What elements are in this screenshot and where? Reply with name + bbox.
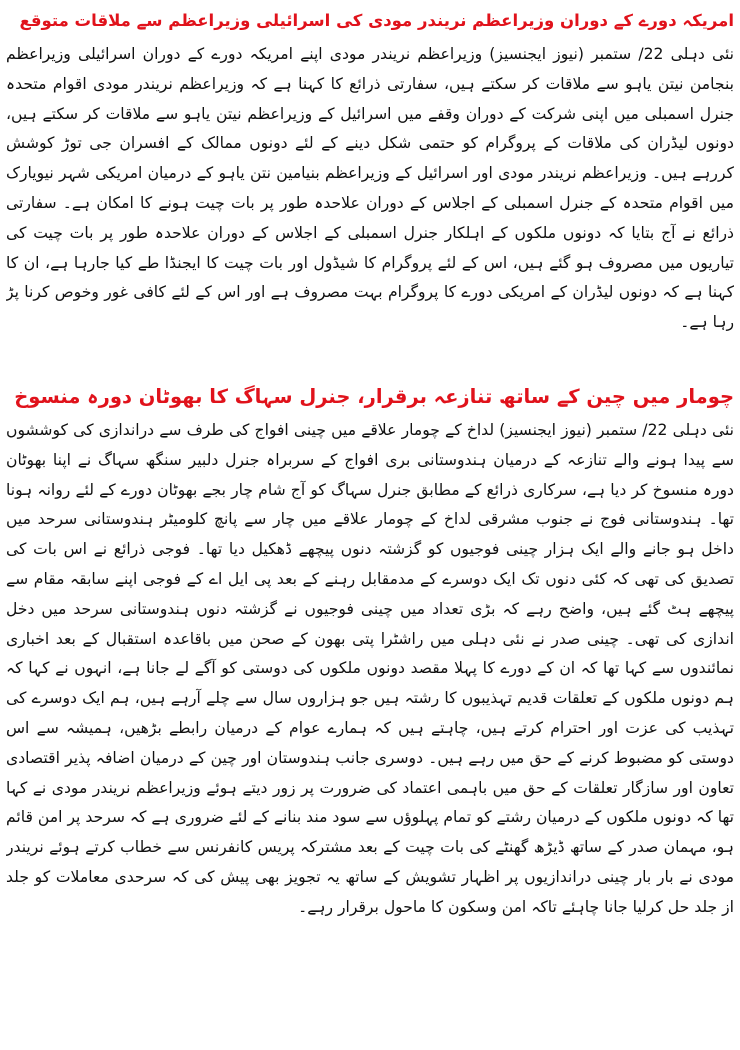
article-chumar-standoff xyxy=(6,376,734,1046)
headline-chumar-bhutan-visit: چومار میں چین کے ساتھ تنازعہ برقرار، جنرل سہاگ کا بھوٹان دورہ منسوخ xyxy=(14,385,734,408)
article-body-chumar-standoff: نئی دہلی 22/ ستمبر (نیوز ایجنسیز) لداخ کے چومار علاقے میں چینی افواج کی طرف سے دراندازی کی کوششوں سے پیدا ہونے والے تنازعہ کے درمیان ہندوستانی بری افواج کے سربراہ جنرل دلبیر سنگھ سہاگ نے اپنا بھوٹان دورہ منسوخ کر دیا ہے، سرکاری ذرائع کے مطابق جنرل سہاگ کو آج شام چار بجے بھوٹان دورے کے لئے روانہ ہونا تھا۔ ہندوستانی فوج نے جنوب مشرقی لداخ کے چومار علاقے میں چار سے پانچ کلومیٹر ہندوستانی سرحد میں داخل ہو جانے والے ایک ہزار چینی فوجیوں کو گزشتہ دنوں پیچھے ڈھکیل دیا تھا۔ فوجی ذرائع نے اس بات کی تصدیق کی تھی کہ کئی دنوں تک ایک دوسرے کے مدمقابل رہنے کے بعد پی ایل اے کے فوجی اپنے سابقہ مقام سے پیچھے ہٹ گئے ہیں، واضح رہے کہ بڑی تعداد میں چینی فوجیوں نے گزشتہ دنوں ہندوستانی سرحد میں دخل اندازی کی تھی۔ چینی صدر نے نئی دہلی میں راشٹرا پتی بھون کے صحن میں باقاعدہ استقبال کے بعد اخباری نمائندوں سے کہا تھا کہ ان کے دورے کا پہلا مقصد دونوں ملکوں کی دوستی کو آگے لے جانا ہے، انہوں نے کہا کہ ہم دونوں ملکوں کے تعلقات قدیم تہذیبوں کا رشتہ ہیں جو ہزاروں سال سے چلے آرہے ہیں، ہم ایک دوسرے کی تہذیب کی عزت اور احترام کرتے ہیں، چاہتے ہیں کہ ہمارے عوام کے درمیان رابطے بڑھیں، ہمیشہ سے اس دوستی کو مضبوط کرنے کے حق میں رہے ہیں۔ دوسری جانب ہندوستان اور چین کے درمیان اضافہ پذیر اقتصادی تعاون اور سازگار تعلقات کے حق میں باہمی اعتماد کی ضرورت پر زور دیتے ہوئے وزیراعظم نریندر مودی نے کہا تھا کہ دونوں ملکوں کے درمیان رشتے کو تمام پہلوؤں سے سود مند بنانے کے لئے ضروری ہے کہ سرحد پر امن قائم ہو، مہمان صدر کے ساتھ ڈیڑھ گھنٹے کی بات چیت کے بعد مشترکہ پریس کانفرنس سے خطاب کرتے ہوئے نریندر مودی نے بار بار چینی دراندازیوں پر اظہار تشویش کے ساتھ یہ تجویز بھی پیش کی کہ سرحدی معاملات کو جلد از جلد حل کرلیا جانا چاہئے تاکہ امن وسکون کا ماحول برقرار رہے۔ xyxy=(6,421,734,916)
article-body-modi-netanyahu: نئی دہلی 22/ ستمبر (نیوز ایجنسیز) وزیراعظم نریندر مودی اپنے امریکہ دورے کے دوران اسرائیلی وزیراعظم بنجامن نیتن یاہو سے ملاقات کر سکتے ہیں، سفارتی ذرائع کا کہنا ہے کہ وزیراعظم نریندر مودی اقوام متحدہ جنرل اسمبلی میں اپنی شرکت کے دوران وقفے میں اسرائیل کے وزیراعظم نیتن یاہو سے ملاقات کر سکتے ہیں، دونوں لیڈران کی ملاقات کے پروگرام کو حتمی شکل دینے کے لئے دونوں ممالک کے افسران جی توڑ کوشش کررہے ہیں۔ وزیراعظم نریندر مودی اور اسرائیل کے وزیراعظم بنیامین نتن یاہو کے درمیان امریکی شہر نیویارک میں اقوام متحدہ کے جنرل اسمبلی کے اجلاس کے دوران علاحدہ طور پر بات چیت ہونے کا امکان ہے۔ سفارتی ذرائع نے آج بتایا کہ دونوں ملکوں کے اہلکار جنرل اسمبلی کے اجلاس کے دوران علاحدہ طور پر بات چیت کی تیاریوں میں مصروف ہو گئے ہیں، اس کے لئے پروگرام کا شیڈول اور بات چیت کا ایجنڈا طے کیا جارہا ہے، ان کا کہنا ہے کہ دونوں لیڈران کے امریکی دورے کا پروگرام بہت مصروف ہے اور اس کے لئے کافی غور وخوص کرنا پڑ رہا ہے۔ xyxy=(6,45,734,332)
article-modi-netanyahu xyxy=(6,4,734,376)
headline-modi-netanyahu-meeting: امریکہ دورے کے دوران وزیراعظم نریندر مودی کی اسرائیلی وزیراعظم سے ملاقات متوقع xyxy=(19,11,734,30)
